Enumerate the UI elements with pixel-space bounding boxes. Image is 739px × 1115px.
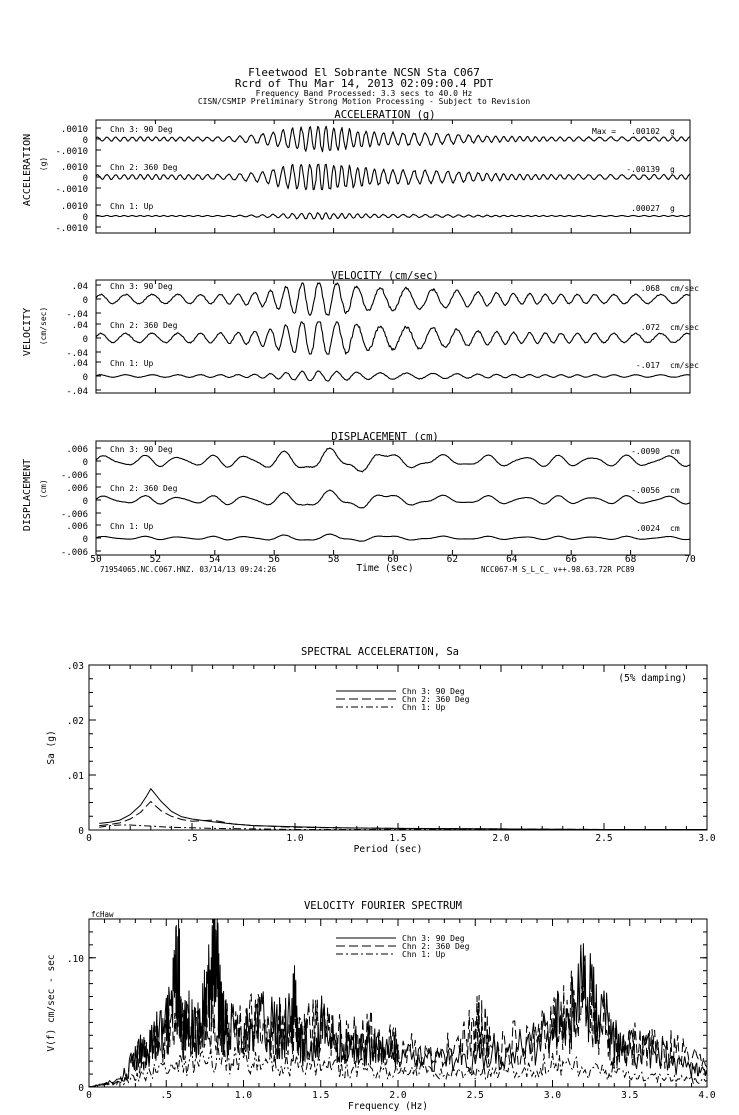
legend-label: Chn 2: 360 Deg [402,695,470,704]
time-tick-label: 60 [387,554,399,565]
track-max-unit: cm [670,486,680,495]
track-ytick-zero: 0 [82,296,88,306]
acceleration-panel [22,109,690,234]
track-ytick-top: .006 [66,522,88,532]
y-axis-label: Sa (g) [46,730,57,765]
track-ytick-bottom: -.04 [66,310,88,320]
x-tick-label: .5 [186,833,198,844]
velocity-panel [22,270,699,397]
track-ytick-top: .04 [71,321,88,331]
track-channel-label: Chn 3: 90 Deg [110,125,173,134]
series-line [99,789,707,830]
track-channel-label: Chn 3: 90 Deg [110,445,173,454]
track-ytick-bottom: -.006 [60,510,88,520]
waveform-trace [96,164,690,189]
track-ytick-bottom: -.0010 [55,185,88,195]
max-prefix: Max = [592,127,617,136]
track-ytick-bottom: -.04 [66,349,88,359]
x-tick-label: 2.5 [466,1090,484,1101]
track-ytick-zero: 0 [82,136,88,146]
track-ytick-zero: 0 [82,458,88,468]
track-channel-label: Chn 2: 360 Deg [110,321,178,330]
track-ytick-zero: 0 [82,174,88,184]
x-tick-label: 3.0 [543,1090,562,1101]
time-tick-label: 50 [90,554,102,565]
disp-yunit: (cm) [39,479,48,499]
track-max-unit: cm/sec [670,361,699,370]
x-tick-label: 2.5 [595,833,613,844]
track-max-unit: cm/sec [670,323,699,332]
chart-title: SPECTRAL ACCELERATION, Sa [300,646,460,658]
time-axis-label: Time (sec) [356,563,414,574]
track-ytick-bottom: -.006 [60,471,88,481]
x-tick-label: 4.0 [698,1090,716,1101]
waveform-trace [96,213,690,220]
x-tick-label: 1.0 [234,1090,253,1101]
track-ytick-bottom: -.0010 [55,224,88,234]
corner-label: fcHaw [91,910,114,919]
track-max-value: -.00139 [626,165,660,174]
waveform-trace [96,322,690,354]
vel-yunit: (cm/sec) [39,306,48,346]
y-tick-label: .10 [66,953,84,965]
series-line [99,801,707,829]
track-ytick-top: .006 [66,484,88,494]
time-tick-label: 68 [624,554,637,565]
processing-note: CISN/CSMIP Preliminary Strong Motion Processing - Subject to Revision [197,97,531,106]
time-tick-label: 64 [506,554,518,565]
time-tick-label: 54 [209,554,221,565]
x-tick-label: 3.5 [621,1090,639,1101]
track-max-unit: g [670,127,675,136]
track-ytick-bottom: -.0010 [55,147,88,157]
y-tick-label: 0 [78,1083,84,1094]
track-ytick-zero: 0 [82,497,88,507]
footer-record-id: 71954065.NC.C067.HNZ. 03/14/13 09:24:26 [100,565,277,574]
disp-ylabel: DISPLACEMENT [22,458,33,532]
y-tick-label: .03 [66,661,84,672]
track-ytick-top: .0010 [60,163,88,173]
track-channel-label: Chn 1: Up [110,522,154,531]
track-max-value: -.0056 [631,486,660,495]
x-tick-label: 2.0 [389,1090,407,1101]
waveform-trace [96,371,690,381]
waveform-trace [96,534,690,541]
track-ytick-bottom: -.006 [60,548,88,558]
track-max-value: .068 [640,284,660,293]
legend-label: Chn 1: Up [402,703,446,712]
x-axis-label: Frequency (Hz) [347,1101,429,1112]
track-max-unit: cm [670,447,680,456]
x-tick-label: 1.5 [312,1090,330,1101]
plot-frame [89,665,707,830]
waveform-trace [96,490,690,508]
time-tick-label: 52 [149,554,162,565]
x-tick-label: 0 [86,833,92,844]
y-tick-label: 0 [78,826,84,837]
acc-yunit: (g) [39,156,48,172]
legend-label: Chn 1: Up [402,950,446,959]
track-ytick-top: .006 [66,445,88,455]
track-ytick-top: .0010 [60,125,88,135]
track-max-unit: g [670,204,675,213]
track-max-unit: cm [670,524,680,533]
vel-title: VELOCITY (cm/sec) [331,270,439,282]
track-max-unit: g [670,165,675,174]
track-max-value: -.0090 [631,447,660,456]
x-axis-label: Period (sec) [353,844,423,855]
legend-label: Chn 3: 90 Deg [402,934,465,943]
vel-ylabel: VELOCITY [22,307,33,357]
x-tick-label: .5 [160,1090,172,1101]
track-channel-label: Chn 1: Up [110,359,154,368]
y-tick-label: .02 [66,716,84,727]
y-tick-label: .01 [66,771,84,782]
station-title: Fleetwood El Sobrante NCSN Sta C067 [248,66,480,79]
disp-title: DISPLACEMENT (cm) [331,431,439,443]
x-tick-label: 1.0 [286,833,304,844]
track-ytick-bottom: -.04 [66,387,88,397]
track-channel-label: Chn 3: 90 Deg [110,282,173,291]
track-ytick-zero: 0 [82,335,88,345]
time-tick-label: 66 [565,554,577,565]
track-channel-label: Chn 2: 360 Deg [110,163,178,172]
acc-ylabel: ACCELERATION [22,133,33,207]
displacement-panel [22,431,690,558]
track-max-value: .00102 [631,127,660,136]
legend-label: Chn 3: 90 Deg [402,687,465,696]
track-ytick-top: .0010 [60,202,88,212]
spectral-acceleration-chart [46,646,716,855]
time-tick-label: 70 [684,554,696,565]
fourier-spectrum-chart [46,900,716,1112]
record-time: Rcrd of Thu Mar 14, 2013 02:09:00.4 PDT [234,77,494,90]
waveform-trace [96,448,690,472]
track-ytick-top: .04 [71,359,88,369]
track-max-unit: cm/sec [670,284,699,293]
x-tick-label: 3.0 [698,833,716,844]
time-tick-label: 56 [268,554,280,565]
chart-title: VELOCITY FOURIER SPECTRUM [303,900,463,912]
legend-label: Chn 2: 360 Deg [402,942,470,951]
track-channel-label: Chn 1: Up [110,202,154,211]
series-line [89,957,707,1087]
track-ytick-zero: 0 [82,535,88,545]
track-max-value: .0024 [635,524,660,533]
x-tick-label: 2.0 [492,833,510,844]
track-max-value: -.017 [635,361,660,370]
damping-annotation: (5% damping) [618,673,687,684]
acc-title: ACCELERATION (g) [334,109,436,121]
frequency-band: Frequency Band Processed: 3.3 secs to 40.0 Hz [255,89,473,98]
footer-processing-id: NCC067-M S_L_C_ v++.98.63.72R PC89 [481,565,635,574]
time-tick-label: 58 [327,554,340,565]
x-tick-label: 1.5 [389,833,407,844]
track-max-value: .00027 [631,204,660,213]
track-ytick-top: .04 [71,282,88,292]
waveform-trace [96,283,690,315]
time-tick-label: 62 [446,554,459,565]
x-tick-label: 0 [86,1090,92,1101]
track-channel-label: Chn 2: 360 Deg [110,484,178,493]
track-ytick-zero: 0 [82,373,88,383]
track-max-value: .072 [640,323,660,332]
y-axis-label: V(f) cm/sec - sec [46,954,57,1052]
track-ytick-zero: 0 [82,213,88,223]
